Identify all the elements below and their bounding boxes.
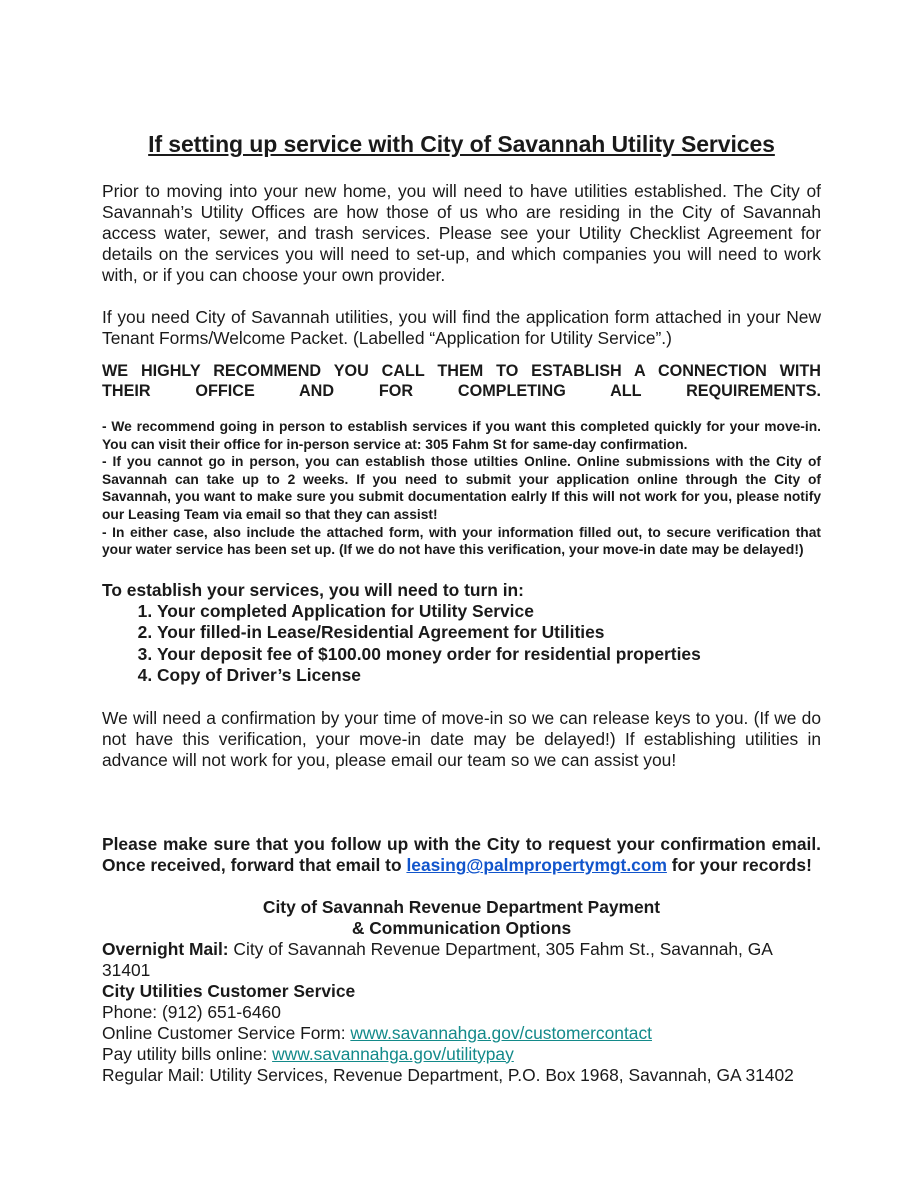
requirements-heading: To establish your services, you will need to turn in: [102,579,524,600]
revenue-heading-line-2: & Communication Options [351,917,572,938]
list-item: 3. Your deposit fee of $100.00 money order for residential properties [157,644,821,666]
note-attached-form: - In either case, also include the attached form, with your information filled out, to secure verification that your water service has been set up. (If we do not have this verification, your move-in date may be delayed!) [102,524,821,558]
application-note-paragraph: If you need City of Savannah utilities, you will find the application form attached in your New Tenant Forms/Welcome Packet. (Labelled “Application for Utility Service”.) [102,307,821,348]
recommendation-line-1: WE HIGHLY RECOMMEND YOU CALL THEM TO ESTABLISH A CONNECTION WITH [102,362,821,380]
overnight-mail-address: City of Savannah Revenue Department, 305 Fahm St., Savannah, GA 31401 [102,938,772,980]
list-item: 1. Your completed Application for Utility Service [157,601,821,623]
phone-number: Phone: (912) 651-6460 [102,1001,281,1022]
list-item: 2. Your filled-in Lease/Residential Agreement for Utilities [157,622,821,644]
recommendation-line-2: THEIR OFFICE AND FOR COMPLETING ALL REQUIREMENTS. [102,381,821,400]
followup-paragraph [102,834,821,877]
regular-mail: Regular Mail: Utility Services, Revenue Department, P.O. Box 1968, Savannah, GA 31402 [102,1064,794,1085]
customer-service-title: City Utilities Customer Service [102,980,356,1001]
confirmation-paragraph: We will need a confirmation by your time of move-in so we can release keys to you. (If we do not have this verification, your move-in date may be delayed!) If establishing utilities in advance will not work for you, please email our team so we can assist you! [102,707,821,770]
page-title: If setting up service with City of Savannah Utility Services [148,131,775,157]
service-notes [102,418,821,559]
note-in-person: - We recommend going in person to establish services if you want this completed quickly for your move-in. You can visit their office for in-person service at: 305 Fahm St for same-day confirmation. [102,419,821,452]
leasing-email-link[interactable]: leasing@palmpropertymgt.com [406,855,667,876]
revenue-heading-line-1: City of Savannah Revenue Department Payment [262,896,661,917]
customer-service-heading [102,981,821,1002]
intro-paragraph: Prior to moving into your new home, you will need to have utilities established. The City of Savannah’s Utility Offices are how those of us who are residing in the City of Savannah access water, sewer, and trash services. Please see your Utility Checklist Agreement for details on the services you will need to set-up, and which companies you will need to work with, or if you can choose your own provider. [102,181,821,285]
pay-online-label: Pay utility bills online: [102,1043,273,1064]
followup-text-after: for your records! [666,855,812,876]
customer-contact-link[interactable]: www.savannahga.gov/customercontact [350,1022,652,1043]
online-form-line [102,1023,821,1044]
overnight-mail-label: Overnight Mail: [102,938,229,959]
note-online: - If you cannot go in person, you can establish those utilties Online. Online submissions with the City of Savannah can take up to 2 weeks. If you need to submit your application online through the City of Savannah, you want to make sure you submit documentation ealrly If this will not work for you, please notify our Leasing Team via email so that they can assist! [102,454,821,522]
document-page [102,128,821,1086]
utility-pay-link[interactable]: www.savannahga.gov/utilitypay [272,1043,514,1064]
requirements-list [102,601,821,687]
revenue-department-heading [102,897,821,939]
pay-online-line [102,1044,821,1065]
online-form-label: Online Customer Service Form: [102,1022,351,1043]
list-item: 4. Copy of Driver’s License [157,665,821,687]
overnight-mail [102,939,821,981]
recommendation-notice [102,362,821,401]
followup-text-before: Please make sure that you follow up with the City to request your confirmation email. Once received, forward that email to [102,833,821,876]
